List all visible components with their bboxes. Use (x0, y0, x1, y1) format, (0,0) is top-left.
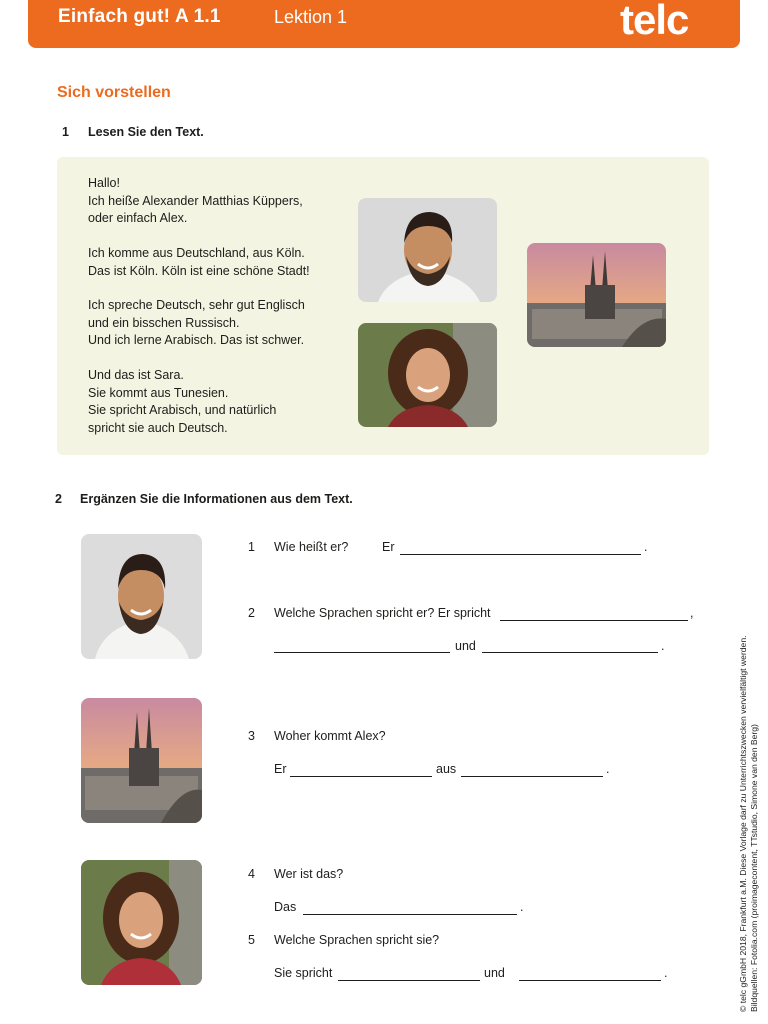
question3-text: Woher kommt Alex? (274, 729, 386, 743)
book-title: Einfach gut! A 1.1 (58, 6, 221, 27)
answer-line-language2[interactable] (274, 652, 450, 653)
answer-line-language1[interactable] (500, 620, 688, 621)
answer-line-who[interactable] (303, 914, 517, 915)
paragraph-sara: Und das ist Sara. Sie kommt aus Tunesien. Sie spricht Arabisch, und natürlich spricht sie auch Deutsch. (88, 368, 277, 435)
answer-line-name[interactable] (400, 554, 641, 555)
answer-line-sara-language2[interactable] (519, 980, 661, 981)
question5-text: Welche Sprachen spricht sie? (274, 933, 440, 947)
question2-und: und (455, 639, 476, 653)
question1-number: 1 (248, 540, 255, 554)
question4-text: Wer ist das? (274, 867, 344, 881)
alex-photo (358, 198, 497, 302)
lesson-label: Lektion 1 (274, 7, 348, 27)
question3-period: . (606, 762, 610, 776)
paragraph-origin: Ich komme aus Deutschland, aus Köln. Das ist Köln. Köln ist eine schöne Stadt! (88, 246, 310, 278)
question5-number: 5 (248, 933, 255, 947)
answer-line-country[interactable] (290, 776, 432, 777)
paragraph-greeting: Hallo! Ich heiße Alexander Matthias Küppers, oder einfach Alex. (88, 176, 303, 226)
question1-prefix: Er (382, 540, 395, 554)
question1-text: Wie heißt er? (274, 540, 349, 554)
question3-prefix: Er (274, 762, 287, 776)
question1-period: . (644, 540, 648, 554)
sara-exercise-photo (81, 860, 202, 985)
question4-prefix: Das (274, 900, 297, 914)
cologne-exercise-photo (81, 698, 202, 823)
question5-period: . (664, 966, 668, 980)
copyright-notice: © telc gGmbH 2018, Frankfurt a.M. Diese Vorlage darf zu Unterrichtszwecken vervielfältigt werden. Bildquellen: Fotolia.com (proimagecontent, TTstudio, Simone van den Berg) (738, 635, 759, 1012)
question3-aus: aus (436, 762, 457, 776)
task1-number: 1 (62, 125, 69, 139)
task1-label: Lesen Sie den Text. (88, 125, 204, 139)
task2-label: Ergänzen Sie die Informationen aus dem Text. (80, 492, 353, 506)
question2-text: Welche Sprachen spricht er? Er spricht (274, 606, 491, 620)
paragraph-languages: Ich spreche Deutsch, sehr gut Englisch und ein bisschen Russisch. Und ich lerne Arabisch. Das ist schwer. (88, 298, 305, 348)
question2-comma: , (690, 606, 694, 620)
question3-number: 3 (248, 729, 255, 743)
answer-line-language3[interactable] (482, 652, 658, 653)
question4-period: . (520, 900, 524, 914)
answer-line-sara-language1[interactable] (338, 980, 480, 981)
alex-exercise-photo (81, 534, 202, 659)
question2-period: . (661, 639, 665, 653)
question5-und: und (484, 966, 505, 980)
section-title: Sich vorstellen (57, 84, 171, 101)
question4-number: 4 (248, 867, 255, 881)
task2-number: 2 (55, 492, 62, 506)
answer-line-city[interactable] (461, 776, 603, 777)
question5-prefix: Sie spricht (274, 966, 333, 980)
sara-photo (358, 323, 497, 427)
cologne-photo (527, 243, 666, 347)
telc-logo: telc (620, 0, 689, 43)
question2-number: 2 (248, 606, 255, 620)
